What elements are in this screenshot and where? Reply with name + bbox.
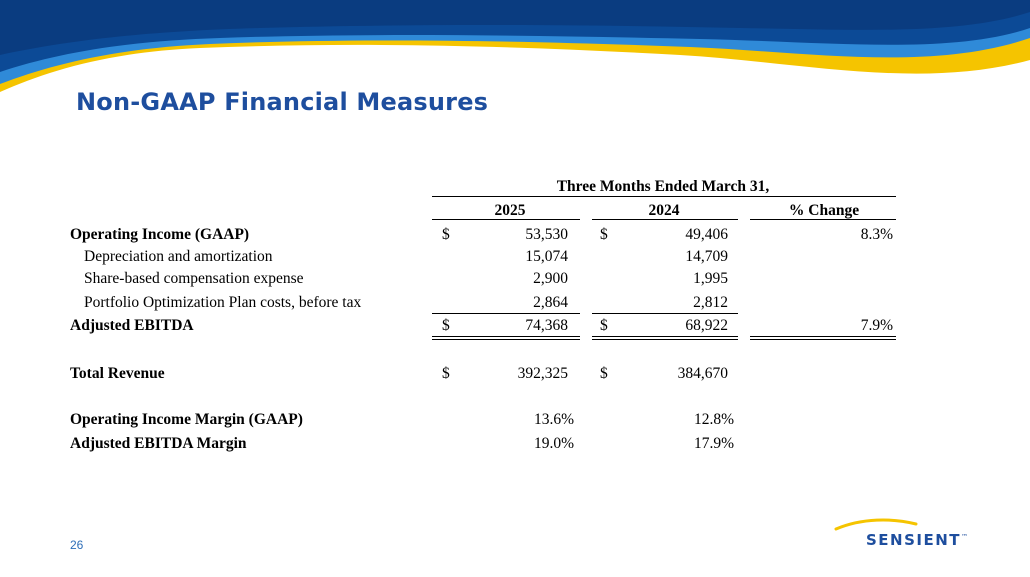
header-rule-2025: [432, 219, 580, 220]
page-number: 26: [70, 538, 84, 552]
value-2025: 15,074: [525, 248, 568, 265]
period-header-rule: [432, 196, 896, 197]
value-change: 8.3%: [860, 226, 893, 243]
header-rule-2024: [592, 219, 738, 220]
row-label: Portfolio Optimization Plan costs, before tax: [84, 294, 362, 311]
row-label: Operating Income (GAAP): [70, 226, 250, 243]
currency-symbol: $: [442, 317, 450, 334]
currency-symbol: $: [600, 226, 608, 243]
column-header-change: % Change: [788, 202, 860, 219]
value-2024: 17.9%: [693, 435, 734, 452]
row-label: Adjusted EBITDA Margin: [70, 435, 247, 452]
page-title: Non-GAAP Financial Measures: [76, 88, 489, 116]
row-label: Operating Income Margin (GAAP): [70, 411, 303, 428]
currency-symbol: $: [600, 317, 608, 334]
total-double-rule-change-a: [750, 336, 896, 337]
value-2024: 1,995: [693, 270, 728, 287]
total-double-rule-2025-b: [432, 339, 580, 340]
value-2025: 392,325: [517, 365, 568, 382]
total-double-rule-change-b: [750, 339, 896, 340]
row-label: Depreciation and amortization: [84, 248, 273, 265]
currency-symbol: $: [442, 226, 450, 243]
value-2025: 53,530: [525, 226, 568, 243]
sensient-logo: [832, 516, 972, 552]
value-2024: 2,812: [693, 294, 728, 311]
total-double-rule-2024-a: [592, 336, 738, 337]
value-2024: 14,709: [685, 248, 728, 265]
value-2025: 2,900: [533, 270, 568, 287]
currency-symbol: $: [600, 365, 608, 382]
logo-wordmark: SENSIENT™: [866, 531, 970, 549]
row-label: Adjusted EBITDA: [70, 317, 194, 334]
value-2024: 68,922: [685, 317, 728, 334]
period-header: Three Months Ended March 31,: [556, 178, 770, 195]
row-label: Total Revenue: [70, 365, 165, 382]
value-2024: 49,406: [685, 226, 728, 243]
value-2024: 12.8%: [693, 411, 734, 428]
column-header-2025: 2025: [494, 202, 526, 219]
total-double-rule-2025-a: [432, 336, 580, 337]
header-rule-change: [750, 219, 896, 220]
column-header-2024: 2024: [648, 202, 680, 219]
row-label: Share-based compensation expense: [84, 270, 304, 287]
value-change: 7.9%: [860, 317, 893, 334]
value-2025: 74,368: [525, 317, 568, 334]
value-2024: 384,670: [677, 365, 728, 382]
currency-symbol: $: [442, 365, 450, 382]
value-2025: 19.0%: [533, 435, 574, 452]
total-double-rule-2024-b: [592, 339, 738, 340]
value-2025: 2,864: [533, 294, 568, 311]
value-2025: 13.6%: [533, 411, 574, 428]
subtotal-rule-2025: [432, 313, 580, 314]
subtotal-rule-2024: [592, 313, 738, 314]
